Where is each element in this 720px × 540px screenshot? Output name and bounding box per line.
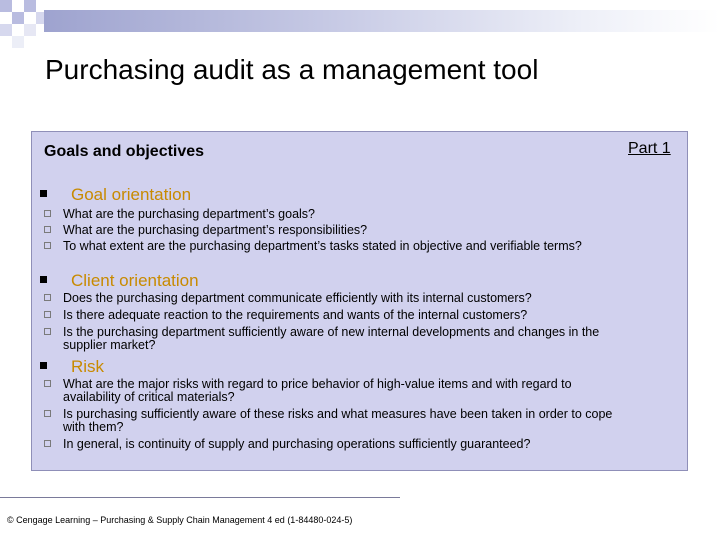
panel-heading: Goals and objectives bbox=[44, 143, 205, 160]
checkbox-icon bbox=[44, 242, 51, 249]
square-bullet-icon bbox=[40, 362, 47, 369]
square-bullet-icon bbox=[40, 276, 47, 283]
footer-copyright: © Cengage Learning – Purchasing & Supply Chain Management 4 ed (1-84480-024-5) bbox=[7, 515, 353, 525]
checkbox-icon bbox=[44, 226, 51, 233]
square-bullet-icon bbox=[40, 190, 47, 197]
checkbox-icon bbox=[44, 440, 51, 447]
header-gradient-bar bbox=[44, 10, 720, 32]
checkbox-icon bbox=[44, 210, 51, 217]
section-title: Goal orientation bbox=[71, 185, 192, 204]
section-title: Risk bbox=[71, 357, 105, 376]
checkbox-icon bbox=[44, 380, 51, 387]
checkbox-icon bbox=[44, 410, 51, 417]
slide-title: Purchasing audit as a management tool bbox=[45, 54, 539, 85]
part-link[interactable]: Part 1 bbox=[628, 140, 671, 157]
checkbox-icon bbox=[44, 294, 51, 301]
checkbox-icon bbox=[44, 311, 51, 318]
section-title: Client orientation bbox=[71, 271, 199, 290]
footer-divider bbox=[0, 497, 400, 498]
checkbox-icon bbox=[44, 328, 51, 335]
